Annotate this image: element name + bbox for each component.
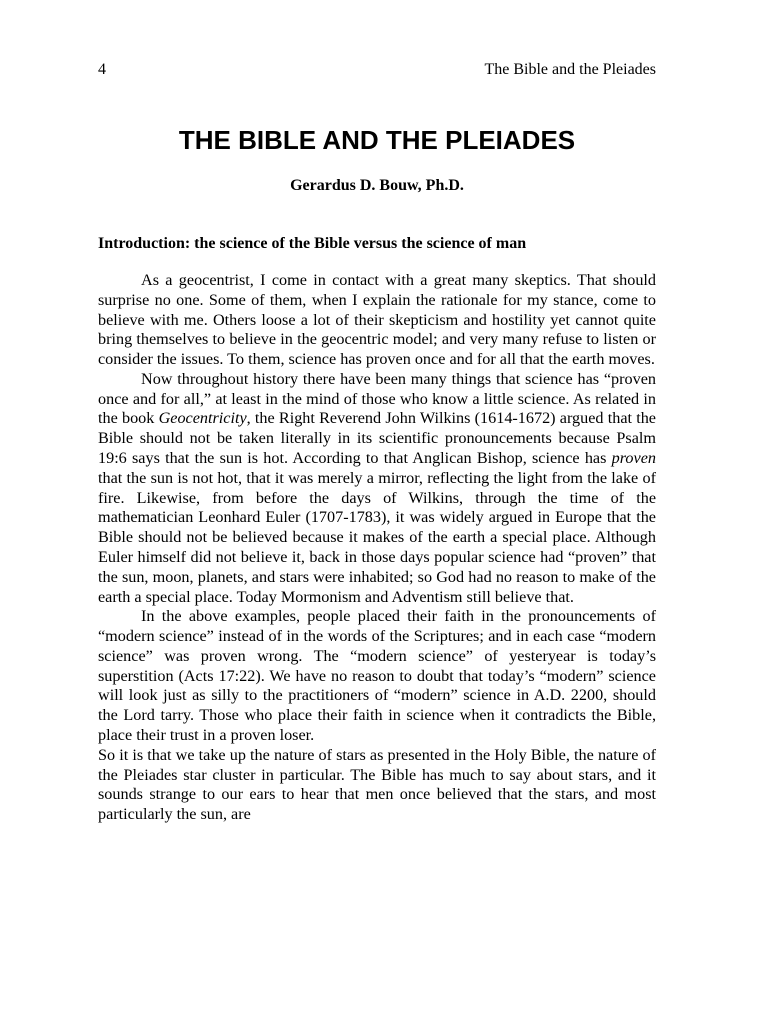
paragraph-2-text-b: , the Right Reverend John Wilkins (1614-1672) argued that the Bible should not be taken literally in its scientific pronouncements because Psalm 19:6 says that the sun is hot. According to that Anglican Bishop, science has [98,409,656,468]
article-title: THE BIBLE AND THE PLEIADES [178,125,576,155]
body-paragraph-4: So it is that we take up the nature of stars as presented in the Holy Bible, the nature of the Pleiades star cluster in particular. The Bible has much to say about stars, and it sounds strange to our ears to hear that men once believed that the stars, and most particularly the sun, are [98,745,656,824]
running-title: The Bible and the Pleiades [484,61,656,78]
paragraph-2-text-c: that the sun is not hot, that it was merely a mirror, reflecting the light from the lake of fire. Likewise, from before the days of Wilkins, through the time of the mathematician Leonhard Euler (1707-1783), it was widely argued in Europe that the Bible should not be believed because it makes of the earth a special place. Although Euler himself did not believe it, back in those days popular science had “proven” that the sun, moon, planets, and stars were inhabited; so God had no reason to make of the earth a special place. Today Mormonism and Adventism still believe that. [98,468,656,606]
body-paragraph-2 [98,370,656,607]
page-number: 4 [98,61,106,78]
article-body [98,271,656,825]
section-heading: Introduction: the science of the Bible versus the science of man [98,235,527,252]
article-author: Gerardus D. Bouw, Ph.D. [290,177,464,194]
paragraph-2-text-a: Now throughout history there have been many things that science has “proven once and for all,” at least in the mind of those who know a little science. As related in the book [98,369,656,428]
book-title-geocentricity: Geocentricity [158,409,247,428]
body-paragraph-1: As a geocentrist, I come in contact with a great many skeptics. That should surprise no one. Some of them, when I explain the rationale for my stance, come to believe with me. Others loose a lot of their skepticism and hostility yet cannot quite bring themselves to believe in the geocentric model; and very many refuse to listen or consider the issues. To them, science has proven once and for all that the earth moves. [98,271,656,369]
body-paragraph-3: In the above examples, people placed their faith in the pronouncements of “modern science” instead of in the words of the Scriptures; and in each case “modern science” was proven wrong. The “modern science” of yesteryear is today’s superstition (Acts 17:22). We have no reason to doubt that today’s “modern” science will look just as silly to the practitioners of “modern” science in A.D. 2200, should the Lord tarry. Those who place their faith in science when it contradicts the Bible, place their trust in a proven loser. [98,607,656,744]
emphasis-proven: proven [611,449,656,468]
